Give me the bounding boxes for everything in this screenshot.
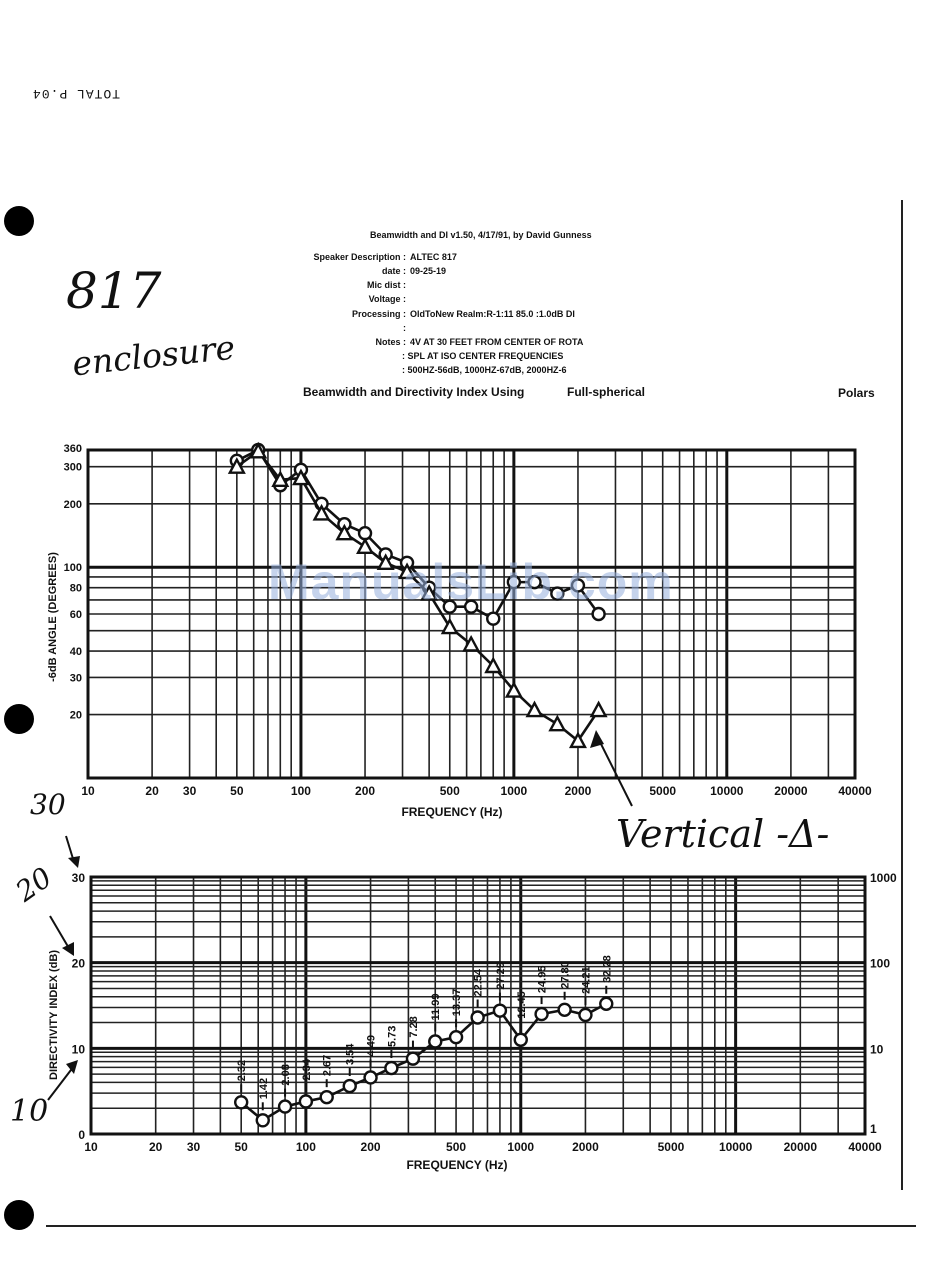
handwritten-di-30: 30: [30, 788, 66, 821]
y2-tick-label: 1000: [870, 871, 897, 885]
circle-marker: [559, 1004, 571, 1016]
annotation-arrowhead: [66, 1060, 78, 1074]
x-tick-label: 50: [234, 1140, 248, 1154]
watermark: ManualsLib.com: [268, 554, 674, 610]
x-tick-label: 2000: [564, 784, 592, 798]
triangle-marker: [550, 717, 564, 730]
circle-marker: [344, 1080, 356, 1092]
triangle-marker: [592, 703, 606, 716]
circle-marker: [487, 613, 499, 625]
data-label: 27.29: [494, 962, 507, 990]
circle-marker: [407, 1053, 419, 1065]
annotation-arrow: [50, 916, 70, 950]
x-tick-label: 200: [360, 1140, 381, 1154]
annotation-arrowhead: [62, 942, 74, 956]
circle-marker: [279, 1101, 291, 1113]
x-tick-label: 500: [446, 1140, 467, 1154]
x-tick-label: 50: [230, 784, 244, 798]
y-tick-label: 20: [71, 956, 85, 971]
field-value: 09-25-19: [410, 266, 447, 276]
y-tick-label: 30: [69, 672, 82, 685]
x-tick-label: 10000: [718, 1140, 753, 1154]
annotation-arrowhead: [68, 856, 80, 868]
data-label: 2.32: [236, 1059, 249, 1082]
y-tick-label: 30: [71, 871, 85, 885]
data-label: 24.21: [580, 966, 593, 994]
x-tick-label: 10: [84, 1140, 98, 1154]
y-tick-label: 0: [78, 1128, 85, 1142]
field-key: date :: [381, 266, 406, 276]
data-label: 22.54: [472, 968, 485, 997]
x-axis-label: FREQUENCY (Hz): [401, 805, 503, 819]
x-tick-label: 20000: [774, 784, 808, 798]
circle-marker: [450, 1031, 462, 1043]
data-label: 24.95: [536, 965, 549, 994]
banner-mid: Full-spherical: [567, 385, 646, 399]
handwritten-enclosure: enclosure: [70, 327, 237, 384]
field-value: OldToNew Realm:R-1:11 85.0 :1.0dB DI: [410, 309, 575, 319]
x-tick-label: 20000: [783, 1140, 818, 1154]
y2-tick-label: 10: [870, 1042, 884, 1057]
data-label: 3.54: [344, 1043, 357, 1066]
field-key: Processing :: [351, 309, 406, 319]
field-value: ALTEC 817: [410, 252, 457, 262]
y-axis-label: -6dB ANGLE (DEGREES): [47, 552, 59, 682]
program-title: Beamwidth and DI v1.50, 4/17/91, by David Gunness: [370, 230, 592, 240]
y2-tick-label: 1: [870, 1122, 877, 1136]
y-tick-label: 360: [63, 443, 82, 455]
field-value: : 500HZ-56dB, 1000HZ-67dB, 2000HZ-6: [402, 365, 567, 375]
x-tick-label: 1000: [500, 784, 528, 798]
data-label: 12.45: [515, 991, 528, 1019]
x-tick-label: 10000: [710, 784, 744, 798]
y-tick-label: 10: [71, 1042, 85, 1057]
circle-marker: [365, 1071, 377, 1083]
circle-marker: [235, 1096, 247, 1108]
handwritten-model: 817: [66, 262, 162, 320]
field-key: :: [403, 323, 406, 333]
triangle-marker: [358, 540, 372, 553]
y-axis-label: DIRECTIVITY INDEX (dB): [48, 950, 60, 1080]
data-label: 2.34: [300, 1059, 313, 1081]
x-tick-label: 200: [355, 784, 376, 798]
x-tick-label: 40000: [838, 784, 872, 798]
circle-marker: [300, 1095, 312, 1107]
x-axis-label: FREQUENCY (Hz): [406, 1158, 508, 1172]
y-tick-label: 100: [63, 562, 82, 575]
data-label: 7.28: [407, 1016, 420, 1038]
y-tick-label: 20: [69, 709, 82, 722]
data-label: 27.80: [559, 961, 572, 989]
x-tick-label: 2000: [572, 1140, 599, 1154]
circle-marker: [472, 1011, 484, 1023]
x-tick-label: 100: [295, 1140, 316, 1154]
beamwidth-chart: [88, 444, 855, 806]
banner-left: Beamwidth and Directivity Index Using: [303, 385, 525, 399]
circle-marker: [257, 1114, 269, 1126]
triangle-marker: [443, 620, 457, 633]
circle-marker: [515, 1034, 527, 1046]
circle-marker: [321, 1091, 333, 1103]
data-label: 32.28: [601, 955, 614, 983]
field-value: : SPL AT ISO CENTER FREQUENCIES: [402, 351, 564, 361]
x-tick-label: 30: [182, 784, 197, 798]
x-tick-label: 40000: [848, 1140, 882, 1154]
x-tick-label: 20: [145, 784, 159, 798]
data-label: 13.37: [451, 988, 464, 1017]
circle-marker: [429, 1035, 441, 1047]
x-tick-label: 1000: [507, 1140, 535, 1154]
directivity-chart: [48, 836, 865, 1134]
data-label: 4.49: [365, 1035, 378, 1057]
fax-footer: TOTAL P.04: [32, 86, 121, 101]
field-key: Speaker Description :: [313, 252, 406, 262]
y-tick-label: 300: [63, 461, 82, 474]
handwritten-di-20: 20: [9, 860, 58, 909]
banner-right: Polars: [838, 386, 875, 400]
y-tick-label: 60: [69, 609, 82, 621]
circle-marker: [600, 998, 612, 1010]
x-tick-label: 10: [81, 784, 95, 798]
y-tick-label: 40: [69, 646, 82, 659]
data-label: 11.99: [430, 993, 443, 1021]
circle-marker: [579, 1009, 591, 1021]
data-label: 2.08: [280, 1064, 293, 1086]
circle-marker: [494, 1005, 506, 1017]
x-tick-label: 20: [149, 1140, 163, 1154]
x-tick-label: 5000: [649, 784, 677, 798]
y-tick-label: 200: [63, 498, 82, 511]
field-key: Voltage :: [368, 294, 406, 304]
field-key: Mic dist :: [366, 280, 406, 290]
data-label: 1.42: [257, 1077, 270, 1100]
circle-marker: [385, 1062, 397, 1074]
handwritten-vertical-note: Vertical -Δ-: [616, 812, 830, 856]
x-tick-label: 30: [186, 1140, 201, 1154]
x-tick-label: 100: [290, 784, 311, 798]
handwritten-di-10: 10: [10, 1094, 49, 1129]
y2-tick-label: 100: [870, 956, 891, 971]
x-tick-label: 5000: [657, 1140, 685, 1154]
data-label: 2.67: [321, 1054, 334, 1077]
y-tick-label: 80: [69, 582, 82, 595]
circle-marker: [536, 1008, 548, 1020]
field-key: Notes :: [375, 337, 406, 347]
data-label: 5.73: [386, 1025, 399, 1048]
x-tick-label: 500: [439, 784, 460, 798]
field-value: 4V AT 30 FEET FROM CENTER OF ROTA: [410, 337, 584, 347]
